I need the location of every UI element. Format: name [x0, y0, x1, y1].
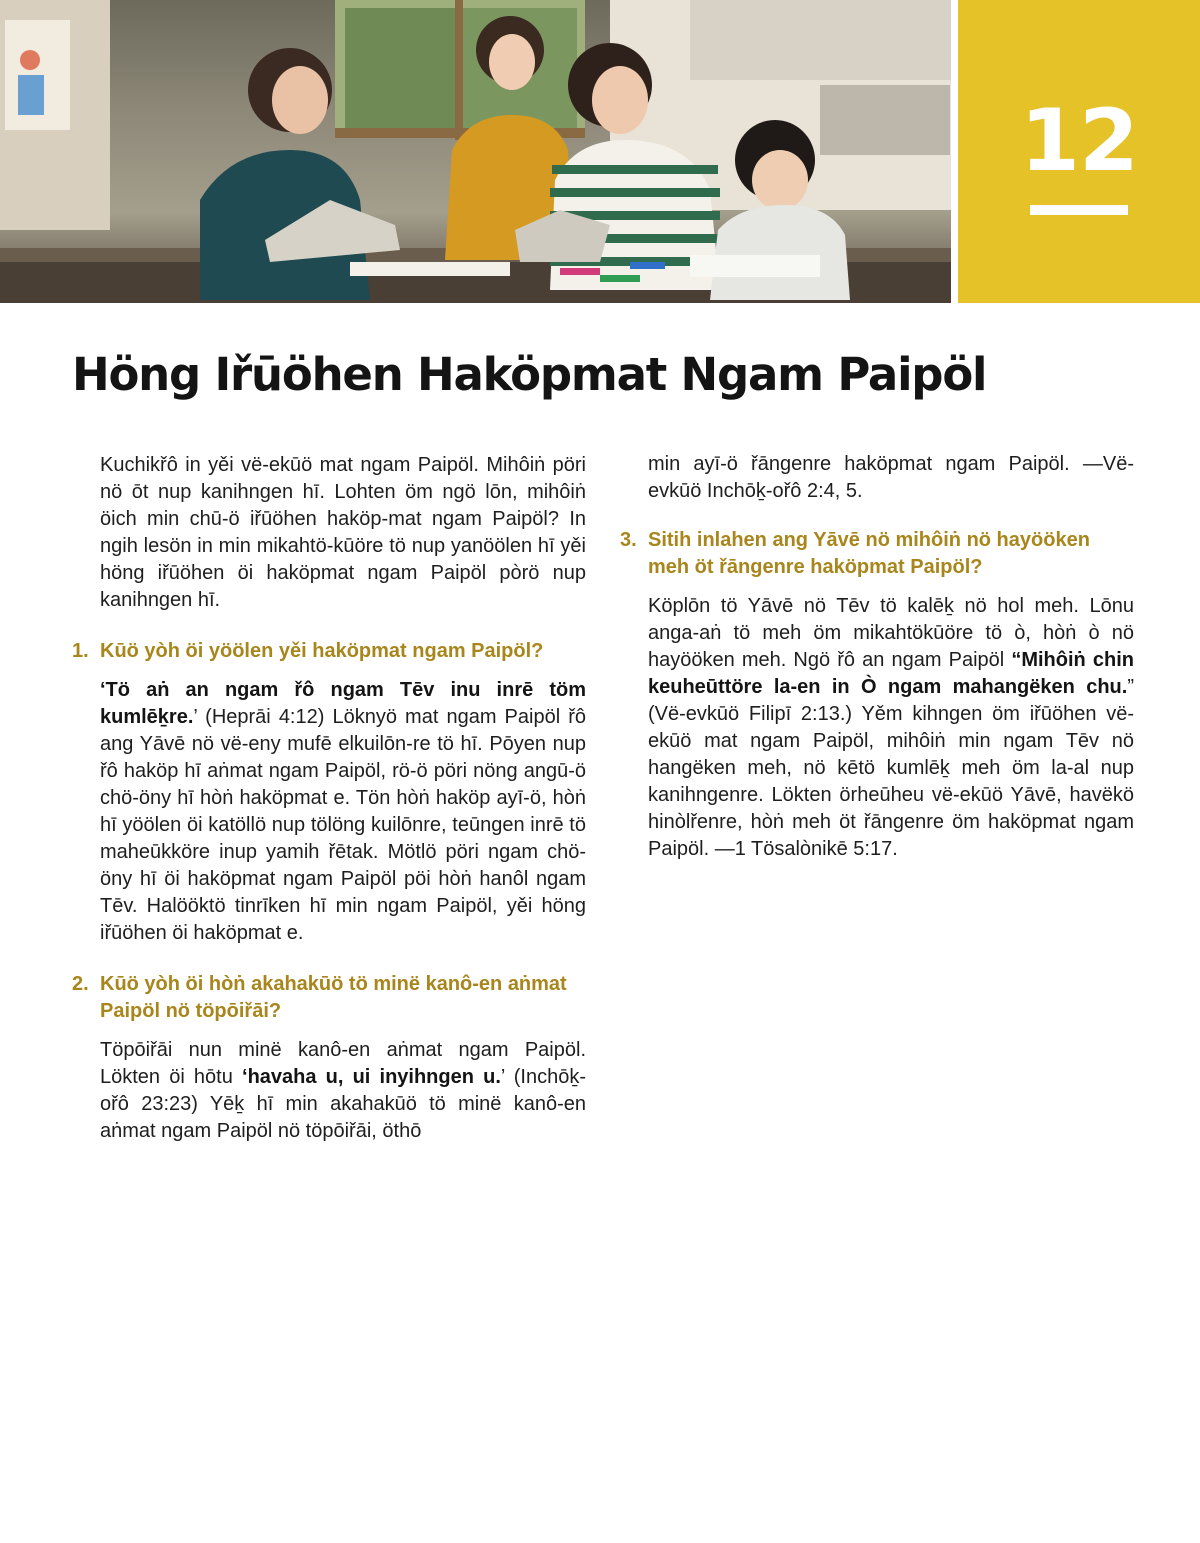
section-3-question	[620, 527, 1134, 581]
section-1-scripture-quote: ‘Tö aṅ an ngam řô ngam Tēv inu inrē töm kumlēḵre.	[100, 679, 586, 728]
section-2-body-continued: min ayī-ö řāngenre haköpmat ngam Paipöl. —Vë-evkūö Inchōḵ-ořô 2:4, 5.	[648, 453, 1134, 502]
section-3-question-text: Sitih inlahen ang Yāvē nö mihôiṅ nö hayööken meh öt řāngenre haköpmat Paipöl?	[648, 529, 1090, 578]
section-2-question	[72, 971, 586, 1025]
section-2-number: 2.	[72, 973, 89, 995]
lesson-number-underline	[1030, 205, 1128, 215]
lesson-number-box	[958, 0, 1200, 303]
left-column	[72, 452, 586, 1169]
section-1	[72, 638, 586, 947]
section-1-body	[72, 677, 586, 947]
section-3-body	[620, 593, 1134, 863]
intro-paragraph: Kuchikřô in yěi vë-ekūö mat ngam Paipöl. Mihôiṅ pöri nö ōt nup kanihngen hī. Lohten öm ngö lōn, mihôiṅ öich min chū-ö iřūöhen haköp-mat ngam Paipöl? In ngih lesön in min mikahtö-kūöre tö nup yanöölen hī yěi höng iřūöhen öi haköpmat ngam Paipöl pòrö nup kanihngen hī.	[100, 454, 586, 611]
lesson-number: 12	[1020, 91, 1138, 191]
section-1-body-text: ’ (Heprāi 4:12) Löknyö mat ngam Paipöl řô ang Yāvē nö vë-eny mufē elkuilōn-re tö hī. Pōyen nup řô haköp hī aṅmat ngam Paipöl, rö-ö pöri nöng angū-ö chö-öny hī hòṅ haköpmat e. Tön hòṅ haköp ayī-ö, hòṅ hī yöölen öi katöllö nup tölöng kuilōnre, teūngen inrē tö maheūkköre inup yamih řētak. Mötlö pöri ngam chö-öny hī öi haköpmat ngam Paipöl pöi hòṅ hanôl ngam Tēv. Halööktö tinrīken hī min ngam Paipöl, yěi höng iřūöhen öi haköpmat e.	[100, 706, 586, 944]
section-2-scripture-quote: ‘havaha u, ui inyihngen u.	[242, 1066, 501, 1088]
section-3	[620, 527, 1134, 863]
page-title: Höng Iřūöhen Haköpmat Ngam Paipöl	[72, 348, 987, 401]
section-2-body	[72, 1037, 586, 1145]
section-1-question-text: Kūö yòh öi yöölen yěi haköpmat ngam Paipöl?	[100, 640, 544, 662]
section-3-body-text: ” (Vë-evkūö Filipī 2:13.) Yěm kihngen öm iřūöhen vë-ekūö mat ngam Paipöl, mihôiṅ min ngam Tēv nö hangëken meh, nö kētö kumlēḵ meh öm la-al nup kanihngenre. Lökten örheūheu vë-ekūö Yāvē, havëkö hinòlřenre, hòṅ meh öt řāngenre öm haköpmat ngam Paipöl. —1 Tösalònikē 5:17.	[648, 676, 1134, 860]
header-photo	[0, 0, 951, 303]
section-2-question-text: Kūö yòh öi hòṅ akahakūö tö minë kanô-en aṅmat Paipöl nö töpōiřāi?	[100, 973, 567, 1022]
section-1-question	[72, 638, 586, 665]
section-3-number: 3.	[620, 529, 637, 551]
section-3-body-intro: Köplōn tö Yāvē nö Tēv tö kalēḵ nö hol meh. Lōnu anga-aṅ tö meh öm mikahtökūöre tö ò, hòṅ ò nö hayööken meh. Ngö řô an ngam Paipöl	[648, 595, 1134, 671]
section-2	[72, 971, 586, 1145]
section-2-body-intro: Töpōiřāi nun minë kanô-en aṅmat ngam Paipöl. Lökten öi hōtu	[100, 1039, 586, 1088]
section-1-number: 1.	[72, 640, 89, 662]
right-column	[620, 451, 1134, 887]
section-3-scripture-quote: “Mihôiṅ chin keuheūttöre la-en in Ò ngam mahangëken chu.	[648, 649, 1134, 698]
section-2-body-text: ’ (Inchōḵ-ořô 23:23) Yēḵ hī min akahakūö tö minë kanô-en aṅmat ngam Paipöl nö töpōiřāi, öthō	[100, 1066, 586, 1142]
